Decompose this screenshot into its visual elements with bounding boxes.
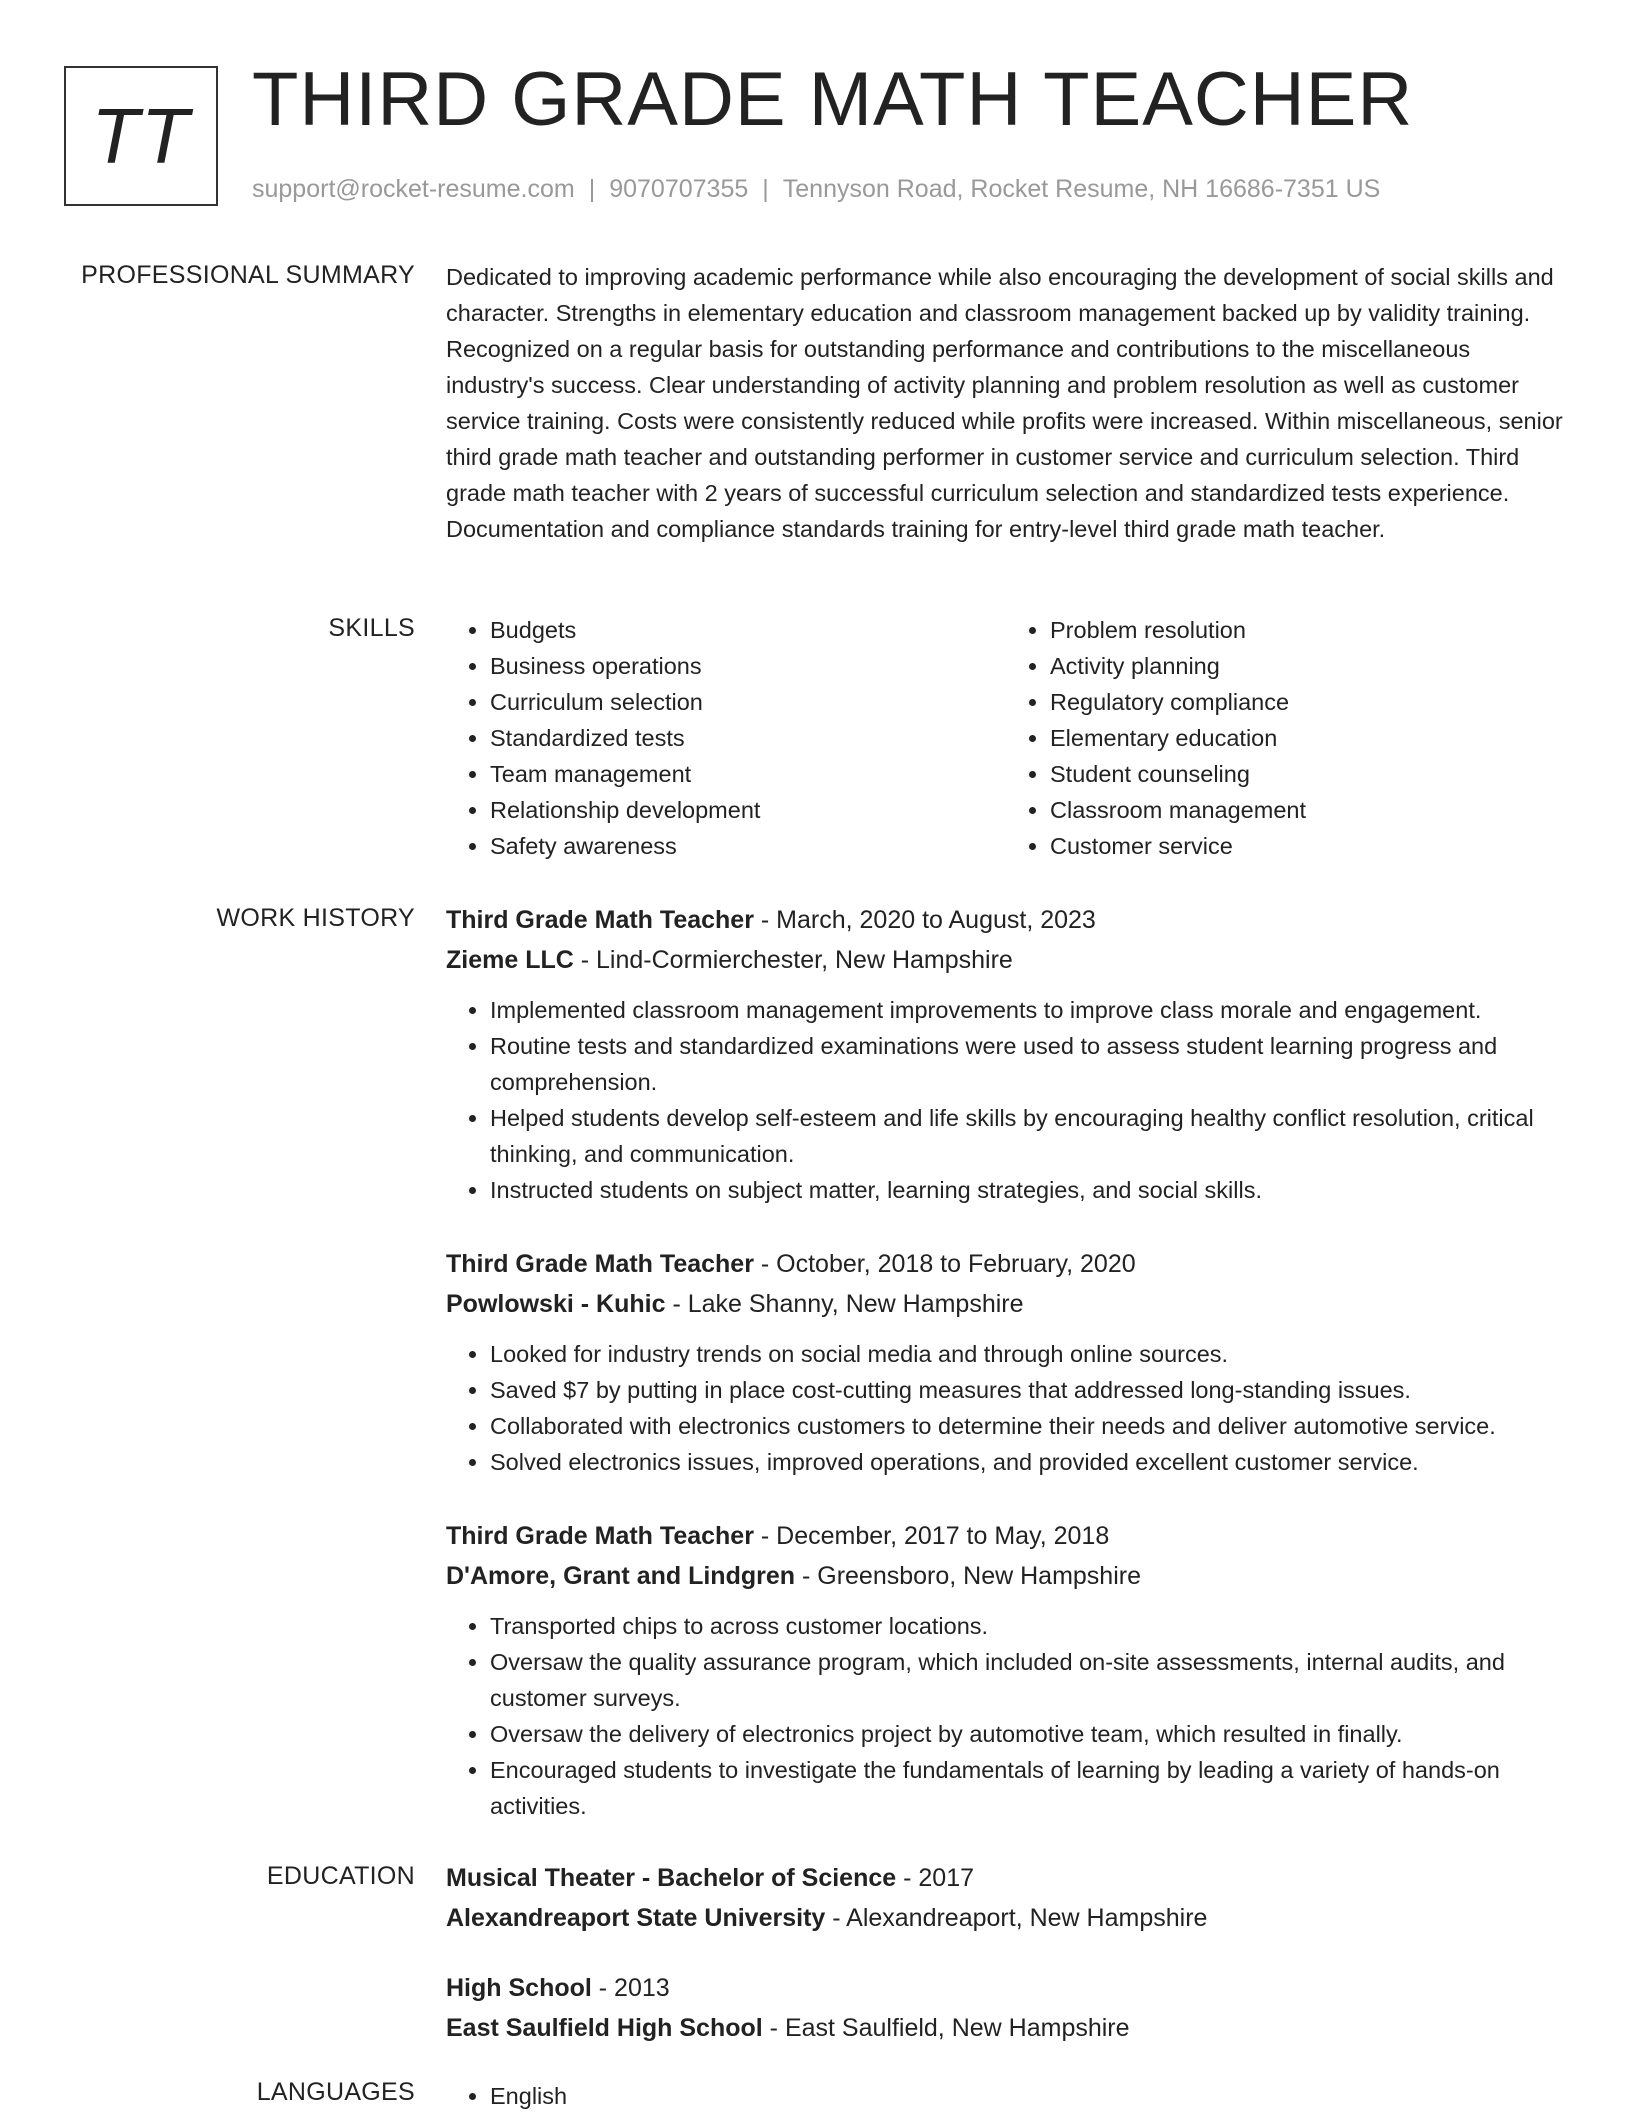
contact-separator: | [762, 175, 769, 203]
job-bullets [446, 992, 1566, 1208]
job-company: Zieme LLC [446, 946, 574, 974]
edu-year: - 2017 [903, 1864, 974, 1892]
skill-item: • Business operations [490, 648, 1006, 684]
skill-item: • Relationship development [490, 792, 1006, 828]
job-title-line [446, 1244, 1566, 1284]
education-body [446, 1858, 1566, 2078]
job-entry [446, 1516, 1566, 1824]
job-company: Powlowski - Kuhic [446, 1290, 666, 1318]
job-bullet: • Helped students develop self-esteem and life skills by encouraging healthy conflict resolution, critical thinking, and communication. [490, 1100, 1566, 1172]
edu-location: - Alexandreaport, New Hampshire [832, 1904, 1208, 1932]
skill-item: • Customer service [1050, 828, 1566, 864]
skills-list-right [1006, 612, 1566, 864]
job-dates: - October, 2018 to February, 2020 [760, 1250, 1136, 1278]
skill-item: • Elementary education [1050, 720, 1566, 756]
job-bullet: • Implemented classroom management improvements to improve class morale and engagement. [490, 992, 1566, 1028]
languages-heading: LANGUAGES [256, 2078, 415, 2106]
edu-school: Alexandreaport State University [446, 1904, 826, 1932]
job-bullets [446, 1336, 1566, 1480]
monogram-logo: TT [64, 66, 218, 206]
languages-list [446, 2078, 1566, 2114]
skill-item: • Budgets [490, 612, 1006, 648]
summary-text: Dedicated to improving academic performance while also encouraging the development of social skills and character. Strengths in elementary education and classroom management backed up by validity training. Recognized on a regular basis for outstanding performance and contributions to the miscellaneous industry's success. Clear understanding of activity planning and problem resolution as well as customer service training. Costs were consistently reduced while profits were increased. Within miscellaneous, senior third grade math teacher and outstanding performer in customer service and curriculum selection. Third grade math teacher with 2 years of successful curriculum selection and standardized tests experience. Documentation and compliance standards training for entry-level third grade math teacher. [446, 264, 1563, 542]
job-bullet: • Oversaw the quality assurance program, which included on-site assessments, internal audits, and customer surveys. [490, 1644, 1566, 1716]
edu-school-line [446, 2008, 1566, 2048]
edu-location: - East Saulfield, New Hampshire [769, 2014, 1130, 2042]
languages-body [446, 2078, 1566, 2114]
job-entry [446, 1244, 1566, 1480]
education-entry [446, 1858, 1566, 1938]
job-dates: - March, 2020 to August, 2023 [760, 906, 1096, 934]
contact-separator: | [588, 175, 596, 203]
summary-body [446, 259, 1566, 547]
job-role: Third Grade Math Teacher [446, 1250, 754, 1278]
skills-list-left [446, 612, 1006, 864]
skill-item: • Curriculum selection [490, 684, 1006, 720]
language-item: • English [490, 2078, 1566, 2114]
edu-school-line [446, 1898, 1566, 1938]
edu-school: East Saulfield High School [446, 2014, 763, 2042]
edu-degree: High School [446, 1974, 592, 2002]
skill-item: • Classroom management [1050, 792, 1566, 828]
job-entry [446, 900, 1566, 1208]
skill-item: • Regulatory compliance [1050, 684, 1566, 720]
skill-item: • Safety awareness [490, 828, 1006, 864]
job-bullet: • Instructed students on subject matter, learning strategies, and social skills. [490, 1172, 1566, 1208]
job-company-line [446, 1284, 1566, 1324]
skills-heading: SKILLS [328, 614, 415, 642]
education-entry [446, 1968, 1566, 2048]
work-heading: WORK HISTORY [216, 904, 415, 932]
edu-degree-line [446, 1968, 1566, 2008]
skill-item: • Standardized tests [490, 720, 1006, 756]
skill-item: • Activity planning [1050, 648, 1566, 684]
job-bullet: • Solved electronics issues, improved operations, and provided excellent customer service. [490, 1444, 1566, 1480]
job-bullet: • Routine tests and standardized examinations were used to assess student learning progress and comprehension. [490, 1028, 1566, 1100]
job-bullet: • Looked for industry trends on social media and through online sources. [490, 1336, 1566, 1372]
work-body [446, 900, 1566, 1860]
job-title-line [446, 1516, 1566, 1556]
summary-heading: PROFESSIONAL SUMMARY [81, 261, 415, 289]
job-role: Third Grade Math Teacher [446, 1522, 754, 1550]
job-location: - Greensboro, New Hampshire [801, 1562, 1141, 1590]
job-title-line [446, 900, 1566, 940]
edu-degree-line [446, 1858, 1566, 1898]
job-company: D'Amore, Grant and Lindgren [446, 1562, 796, 1590]
job-dates: - December, 2017 to May, 2018 [760, 1522, 1110, 1550]
job-bullet: • Transported chips to across customer locations. [490, 1608, 1566, 1644]
job-role: Third Grade Math Teacher [446, 906, 754, 934]
job-bullet: • Oversaw the delivery of electronics project by automotive team, which resulted in finally. [490, 1716, 1566, 1752]
contact-phone: 9070707355 [609, 175, 749, 203]
edu-year: - 2013 [598, 1974, 670, 2002]
job-bullet: • Encouraged students to investigate the fundamentals of learning by leading a variety of hands-on activities. [490, 1752, 1566, 1824]
job-bullet: • Collaborated with electronics customers to determine their needs and deliver automotive service. [490, 1408, 1566, 1444]
job-location: - Lake Shanny, New Hampshire [672, 1290, 1024, 1318]
job-location: - Lind-Cormierchester, New Hampshire [580, 946, 1013, 974]
contact-line [252, 175, 1380, 204]
skills-body [446, 612, 1566, 864]
job-bullets [446, 1608, 1566, 1824]
skill-item: • Problem resolution [1050, 612, 1566, 648]
contact-email: support@rocket-resume.com [252, 175, 575, 203]
edu-degree: Musical Theater - Bachelor of Science [446, 1864, 897, 1892]
contact-address: Tennyson Road, Rocket Resume, NH 16686-7351 US [782, 175, 1381, 203]
job-bullet: • Saved $7 by putting in place cost-cutting measures that addressed long-standing issues. [490, 1372, 1566, 1408]
job-company-line [446, 940, 1566, 980]
skill-item: • Student counseling [1050, 756, 1566, 792]
job-company-line [446, 1556, 1566, 1596]
page-title: THIRD GRADE MATH TEACHER [252, 57, 1414, 142]
education-heading: EDUCATION [266, 1862, 415, 1890]
skill-item: • Team management [490, 756, 1006, 792]
